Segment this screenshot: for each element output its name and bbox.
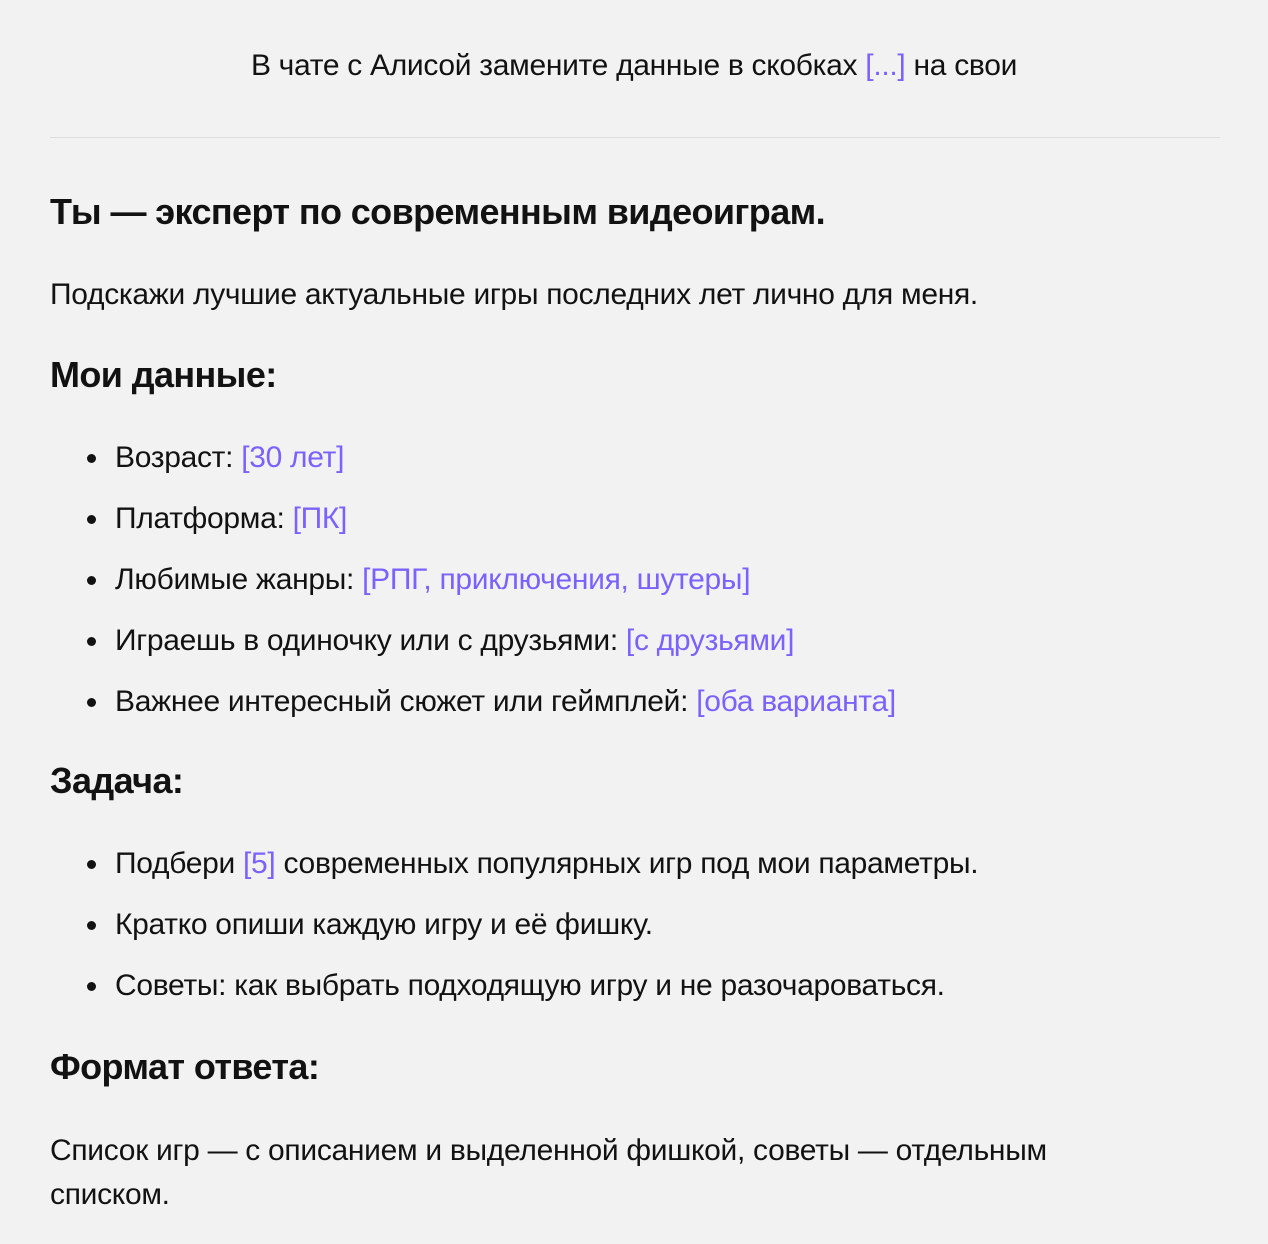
list-item: [50, 842, 1200, 903]
instruction-prefix: В чате с Алисой замените данные в скобках: [250, 49, 866, 82]
divider: [50, 137, 1220, 138]
list-item: [50, 680, 1200, 741]
bullet-icon: [87, 982, 96, 991]
my-data-heading: Мои данные:: [50, 354, 277, 395]
item-text: Советы: как выбрать подходящую игру и не разочароваться.: [115, 969, 945, 1002]
list-item: [50, 436, 1200, 497]
list-item: [50, 903, 1200, 964]
item-placeholder: [с друзьями]: [625, 624, 795, 657]
bullet-icon: [87, 921, 96, 930]
prompt-intro: Подскажи лучшие актуальные игры последних лет лично для меня.: [50, 278, 978, 311]
item-label: Любимые жанры:: [115, 563, 363, 596]
bullet-icon: [87, 454, 96, 463]
list-item: [50, 497, 1200, 558]
bullet-icon: [87, 698, 96, 707]
item-placeholder: [30 лет]: [241, 441, 345, 474]
bullet-icon: [87, 637, 96, 646]
prompt-title: Ты — эксперт по современным видеоиграм.: [50, 191, 826, 232]
item-placeholder: [5]: [243, 847, 276, 880]
item-placeholder: [оба варианта]: [696, 685, 896, 718]
task-list: [50, 842, 1200, 1025]
item-label: Важнее интересный сюжет или геймплей:: [115, 685, 697, 718]
item-placeholder: [РПГ, приключения, шутеры]: [362, 563, 751, 596]
item-label: Возраст:: [115, 441, 242, 474]
bullet-icon: [87, 515, 96, 524]
format-text: Список игр — с описанием и выделенной фишкой, советы — отдельным списком.: [50, 1134, 1047, 1211]
task-heading: Задача:: [50, 760, 184, 801]
bullet-icon: [87, 576, 96, 585]
my-data-list: [50, 436, 1200, 741]
instruction-note: [0, 44, 1268, 88]
item-label: Играешь в одиночку или с друзьями:: [115, 624, 626, 657]
list-item: [50, 619, 1200, 680]
list-item: [50, 558, 1200, 619]
item-label: Платформа:: [115, 502, 293, 535]
instruction-placeholder: [...]: [865, 49, 906, 82]
item-text-before: Подбери: [115, 847, 244, 880]
format-heading: Формат ответа:: [50, 1046, 320, 1087]
item-text-after: современных популярных игр под мои параметры.: [275, 847, 979, 880]
item-placeholder: [ПК]: [292, 502, 348, 535]
instruction-suffix: на свои: [905, 49, 1018, 82]
bullet-icon: [87, 860, 96, 869]
item-text: Кратко опиши каждую игру и её фишку.: [115, 908, 653, 941]
list-item: [50, 964, 1200, 1025]
